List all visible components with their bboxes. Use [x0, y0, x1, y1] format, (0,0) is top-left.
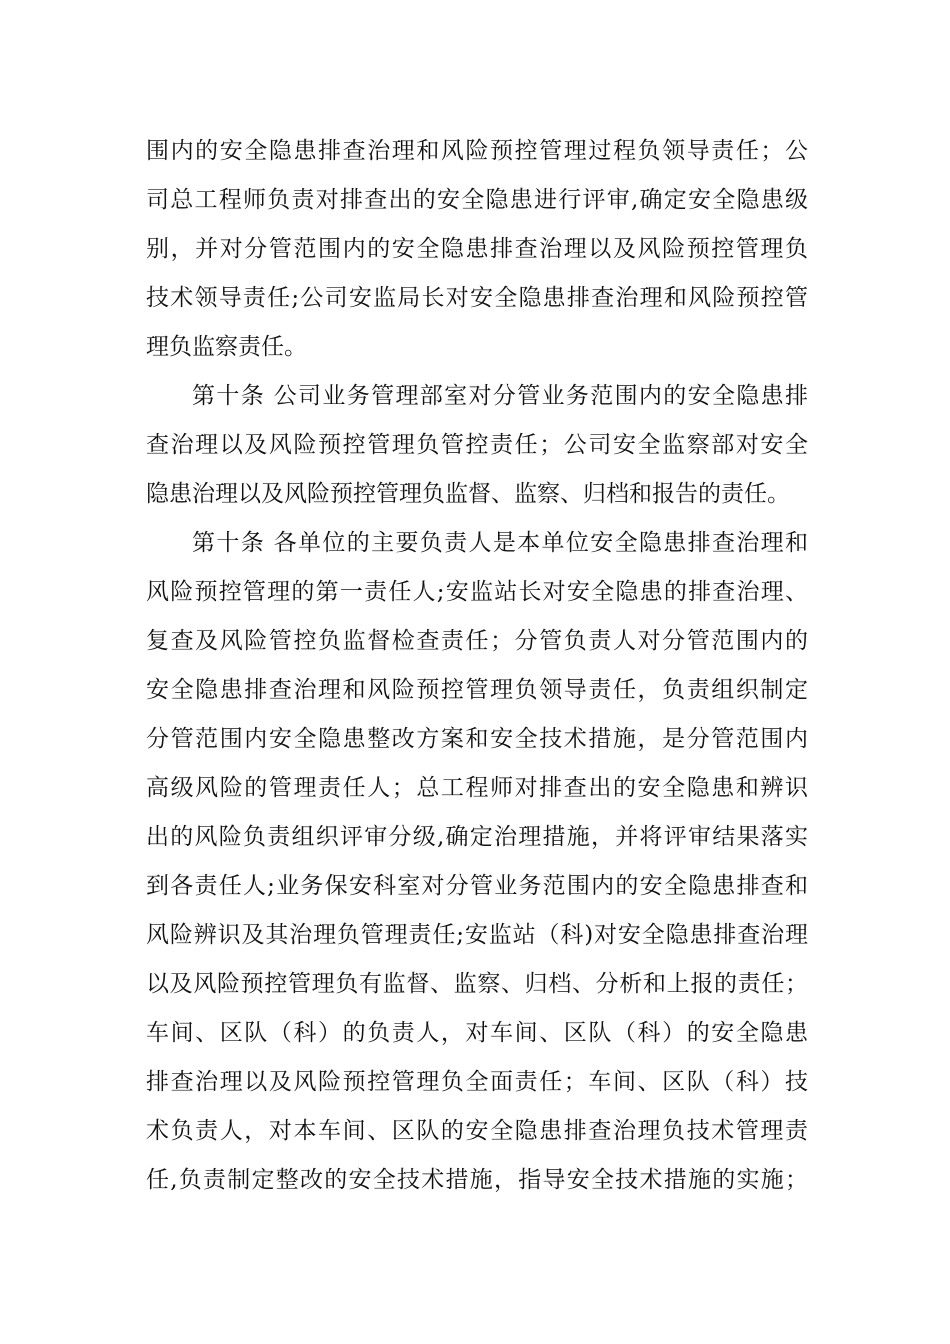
text-line: 车间、区队（科）的负责人，对车间、区队（科）的安全隐患	[146, 1020, 808, 1046]
text-line: 以及风险预控管理负有监督、监察、归档、分析和上报的责任；	[146, 971, 808, 997]
text-line: 到各责任人;业务保安科室对分管业务范围内的安全隐患排查和	[146, 873, 808, 899]
text-line: 排查治理以及风险预控管理负全面责任；车间、区队（科）技	[146, 1069, 808, 1095]
text-line: 司总工程师负责对排查出的安全隐患进行评审,确定安全隐患级	[146, 187, 808, 213]
text-line: 技术领导责任;公司安监局长对安全隐患排查治理和风险预控管	[146, 285, 808, 311]
document-body-text	[146, 127, 808, 1205]
text-line: 高级风险的管理责任人；总工程师对排查出的安全隐患和辨识	[146, 775, 808, 801]
text-line: 任,负责制定整改的安全技术措施，指导安全技术措施的实施；	[146, 1167, 808, 1193]
text-line: 复查及风险管控负监督检查责任；分管负责人对分管范围内的	[146, 628, 808, 654]
text-line: 术负责人，对本车间、区队的安全隐患排查治理负技术管理责	[146, 1118, 808, 1144]
text-line: 分管范围内安全隐患整改方案和安全技术措施，是分管范围内	[146, 726, 808, 752]
text-line: 风险辨识及其治理负管理责任;安监站（科)对安全隐患排查治理	[146, 922, 808, 948]
text-line: 查治理以及风险预控管理负管控责任；公司安全监察部对安全	[146, 432, 808, 458]
article-heading-line: 第十条 公司业务管理部室对分管业务范围内的安全隐患排	[192, 383, 808, 409]
text-line: 安全隐患排查治理和风险预控管理负领导责任，负责组织制定	[146, 677, 808, 703]
text-line: 围内的安全隐患排查治理和风险预控管理过程负领导责任；公	[146, 138, 808, 164]
text-line: 风险预控管理的第一责任人;安监站长对安全隐患的排查治理、	[146, 579, 808, 605]
text-line: 理负监察责任。	[146, 334, 307, 360]
article-heading-line: 第十条 各单位的主要负责人是本单位安全隐患排查治理和	[192, 530, 808, 556]
text-line: 出的风险负责组织评审分级,确定治理措施，并将评审结果落实	[146, 824, 808, 850]
text-line: 别，并对分管范围内的安全隐患排查治理以及风险预控管理负	[146, 236, 808, 262]
text-line: 隐患治理以及风险预控管理负监督、监察、归档和报告的责任。	[146, 481, 790, 507]
